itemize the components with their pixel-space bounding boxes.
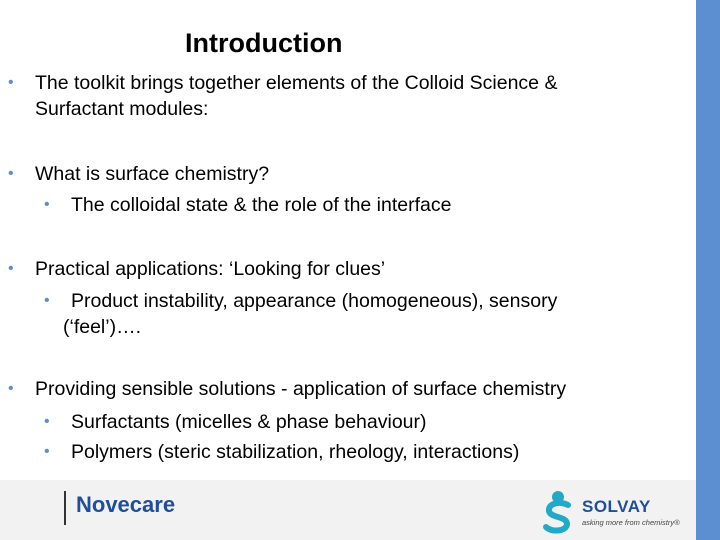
bullet-icon: • bbox=[8, 74, 14, 91]
bullet-icon: • bbox=[44, 413, 50, 430]
bullet-icon: • bbox=[8, 165, 14, 182]
right-accent-bar bbox=[696, 0, 720, 540]
bullet-icon: • bbox=[8, 260, 14, 277]
solvay-logo-text: SOLVAY bbox=[582, 497, 651, 516]
bullet-icon: • bbox=[44, 292, 50, 309]
solvay-logo-icon bbox=[540, 489, 576, 535]
sub-bullet-text: The colloidal state & the role of the interface bbox=[71, 194, 452, 216]
bullet-text: Practical applications: ‘Looking for clues’ bbox=[35, 258, 386, 280]
slide-title: Introduction bbox=[185, 28, 343, 58]
bullet-icon: • bbox=[8, 380, 14, 397]
bullet-icon: • bbox=[44, 196, 50, 213]
bullet-text: What is surface chemistry? bbox=[35, 163, 270, 185]
bullet-text: The toolkit brings together elements of the Colloid Science & Surfactant modules: bbox=[35, 72, 558, 120]
sub-bullet-text: Product instability, appearance (homogeneous), sensory (‘feel’)…. bbox=[63, 290, 558, 338]
bullet-text: Providing sensible solutions - application of surface chemistry bbox=[35, 378, 567, 400]
novecare-logo-text: Novecare bbox=[76, 492, 176, 517]
sub-bullet-text: Polymers (steric stabilization, rheology, interactions) bbox=[71, 441, 520, 463]
sub-bullet-text: Surfactants (micelles & phase behaviour) bbox=[71, 411, 427, 433]
bullet-icon: • bbox=[44, 443, 50, 460]
novecare-divider bbox=[64, 491, 66, 525]
solvay-tagline: asking more from chemistry® bbox=[582, 518, 680, 527]
